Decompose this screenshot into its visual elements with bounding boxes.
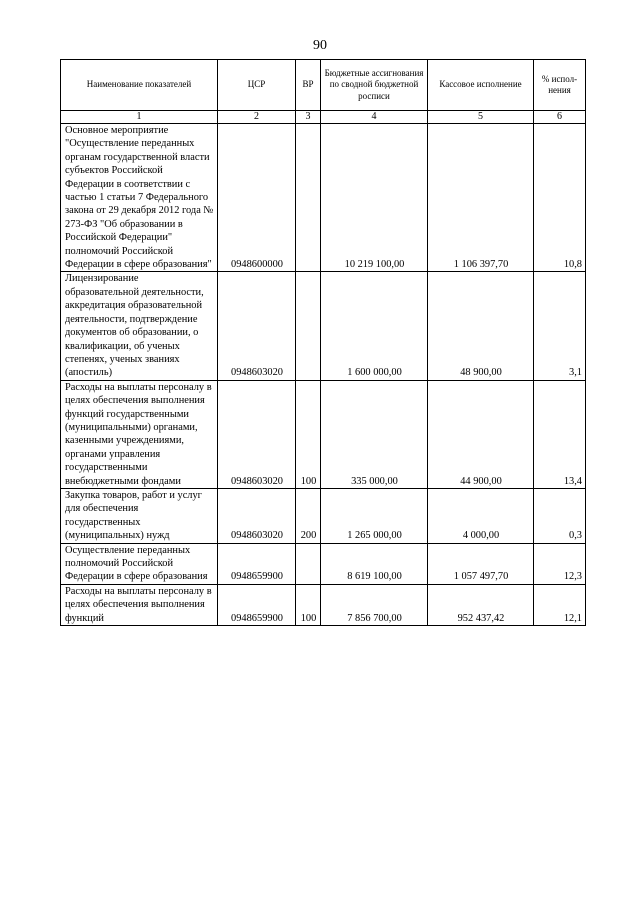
row-percent: 10,8 [534,124,586,272]
column-number: 2 [218,111,296,124]
row-vr [296,124,321,272]
row-cash: 1 106 397,70 [428,124,534,272]
row-csr: 0948603020 [218,380,296,488]
column-number: 5 [428,111,534,124]
row-percent: 13,4 [534,380,586,488]
row-percent: 12,1 [534,584,586,625]
row-vr: 100 [296,380,321,488]
row-budget: 8 619 100,00 [321,543,428,584]
row-name: Закупка товаров, работ и услуг для обеспечения государственных (муниципальных) нужд [61,488,218,543]
column-number: 1 [61,111,218,124]
table-row [61,272,586,380]
row-csr: 0948603020 [218,488,296,543]
table-row [61,380,586,488]
row-csr: 0948603020 [218,272,296,380]
row-percent: 12,3 [534,543,586,584]
row-vr: 200 [296,488,321,543]
row-csr: 0948659900 [218,543,296,584]
table-row [61,488,586,543]
row-name: Лицензирование образовательной деятельности, аккредитация образовательной деятельности, подтверждение документов об образовании, о квалификации, об ученых степенях, ученых званиях (апостиль) [61,272,218,380]
header-vr: ВР [296,60,321,111]
header-csr: ЦСР [218,60,296,111]
header-budget: Бюджетные ассигнования по сводной бюджетной росписи [321,60,428,111]
row-cash: 48 900,00 [428,272,534,380]
row-percent: 0,3 [534,488,586,543]
row-name: Расходы на выплаты персоналу в целях обеспечения выполнения функций государственными (муниципальными) органами, казенными учреждениями, органами управления государственными внебюджетными фондами [61,380,218,488]
row-budget: 335 000,00 [321,380,428,488]
row-budget: 1 265 000,00 [321,488,428,543]
row-name: Осуществление переданных полномочий Российской Федерации в сфере образования [61,543,218,584]
column-number: 3 [296,111,321,124]
row-budget: 1 600 000,00 [321,272,428,380]
table-row [61,543,586,584]
row-csr: 0948600000 [218,124,296,272]
row-cash: 4 000,00 [428,488,534,543]
row-name: Расходы на выплаты персоналу в целях обеспечения выполнения функций [61,584,218,625]
page-number: 90 [313,38,327,53]
row-percent: 3,1 [534,272,586,380]
row-budget: 7 856 700,00 [321,584,428,625]
row-budget: 10 219 100,00 [321,124,428,272]
header-name: Наименование показателей [61,60,218,111]
row-vr: 100 [296,584,321,625]
table-row [61,584,586,625]
column-number: 4 [321,111,428,124]
header-row [61,60,586,111]
row-vr [296,543,321,584]
row-cash: 1 057 497,70 [428,543,534,584]
row-cash: 44 900,00 [428,380,534,488]
row-name: Основное мероприятие "Осуществление переданных органам государственной власти субъектов Российской Федерации в соответствии с частью 1 статьи 7 Федерального закона от 29 декабря 2012 года № 273-ФЗ "Об образовании в Российской Федерации" полномочий Российской Федерации в сфере образования" [61,124,218,272]
budget-execution-table [60,59,586,626]
header-percent: % испол-нения [534,60,586,111]
row-csr: 0948659900 [218,584,296,625]
column-number-row [61,111,586,124]
header-cash: Кассовое исполнение [428,60,534,111]
row-cash: 952 437,42 [428,584,534,625]
row-vr [296,272,321,380]
table-row [61,124,586,272]
column-number: 6 [534,111,586,124]
